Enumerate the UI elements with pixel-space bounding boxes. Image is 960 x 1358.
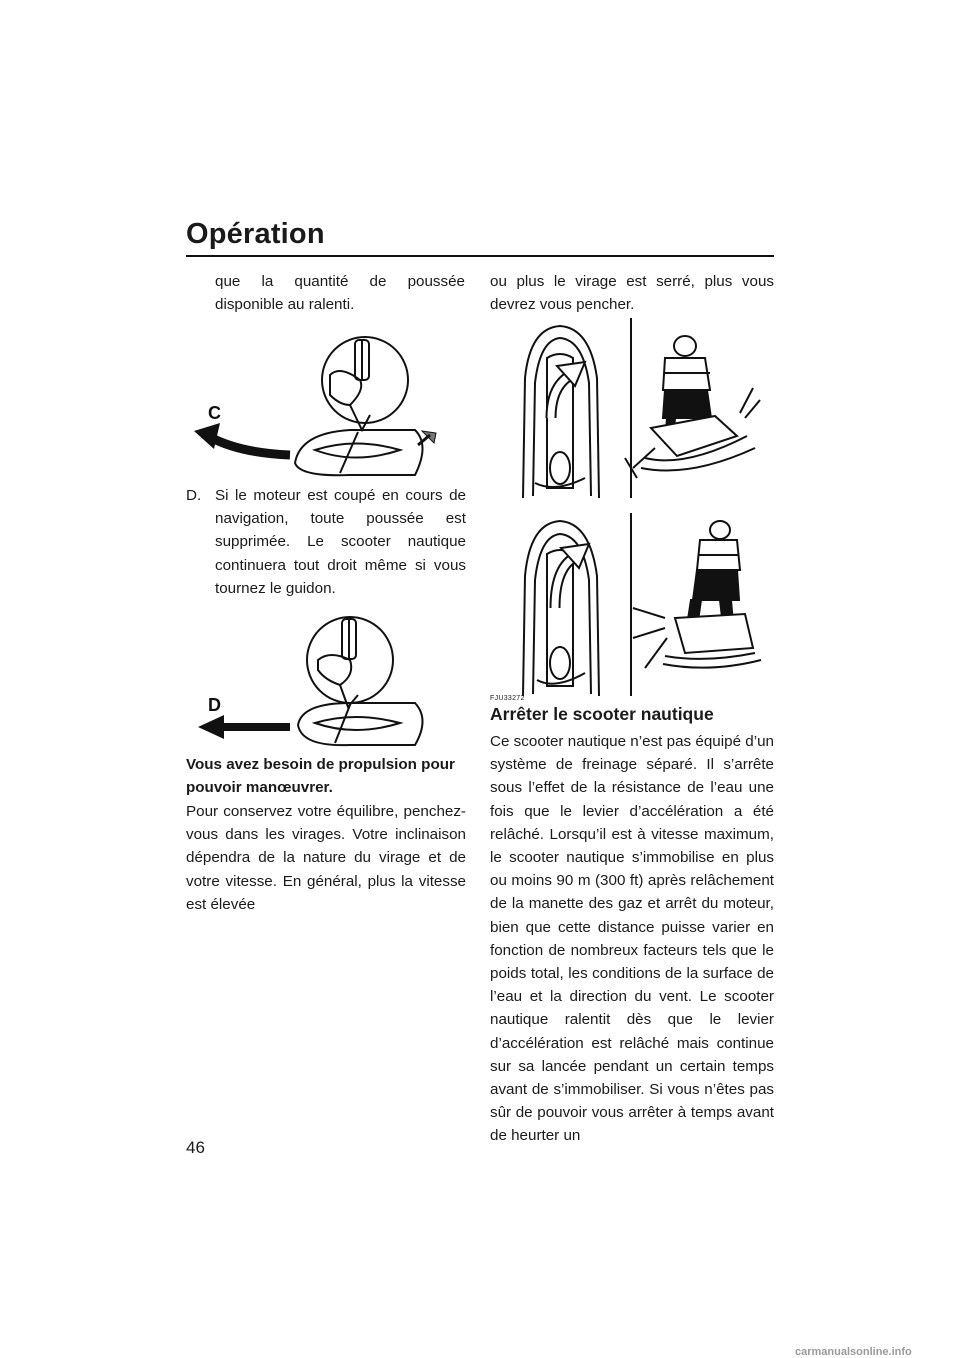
list-item-d-text: Si le moteur est coupé en cours de navigation, toute poussée est supprimée. Le scooter nautique continuera tout droit même si vous tournez le guidon. [215, 487, 466, 597]
figure-leaning-illustration [515, 318, 765, 698]
figure-c-arrow [210, 437, 290, 455]
figure-d-illustration [190, 615, 460, 755]
body-paragraph-right: Ce scooter nautique n’est pas équipé d’un système de freinage séparé. Il s’arrête sous l’effet de la résistance de l’eau une fois que le levier d’accélération a été relâché. Lorsqu’il est à vitesse maximum, le scooter nautique s’immobilise en plus ou moins 90 m (300 ft) après relâchement de la manette des gaz et arrêt du moteur, bien que cette distance puisse varier en fonction de nombreux facteurs tels que le poids total, les conditions de la surface de l’eau et la direction du vent. Le scooter nautique ralentit dès que le levier d’accélération est relâché mais continue sur sa lancée pendant un certain temps avant de s’immobiliser. Si vous n’êtes pas sûr de pouvoir vous arrêter à temps avant de heurter un [490, 733, 774, 1145]
section-code: FJU33272 [490, 695, 525, 702]
continued-text-right: ou plus le virage est serré, plus vous devrez vous pencher. [490, 273, 774, 314]
list-item-d [186, 484, 466, 600]
page-title: Opération [186, 218, 325, 250]
page-number: 46 [186, 1138, 205, 1157]
bold-heading: Vous avez besoin de propulsion pour pouvoir manœuvrer. [186, 756, 455, 797]
section-title: Arrêter le scooter nautique [490, 704, 714, 724]
body-paragraph-left: Pour conservez votre équilibre, penchez-vous dans les virages. Votre inclinaison dépendra de la nature du virage et de votre vitesse. En général, plus la vitesse est élevée [186, 803, 466, 913]
figure-c-illustration [190, 335, 460, 485]
list-item-d-label: D. [186, 487, 202, 504]
figure-c-label: C [208, 403, 221, 423]
figure-d-label: D [208, 695, 221, 715]
watermark: carmanualsonline.info [795, 1346, 912, 1358]
continued-text-left: que la quantité de poussée disponible au ralenti. [215, 273, 465, 314]
title-rule [186, 255, 774, 257]
